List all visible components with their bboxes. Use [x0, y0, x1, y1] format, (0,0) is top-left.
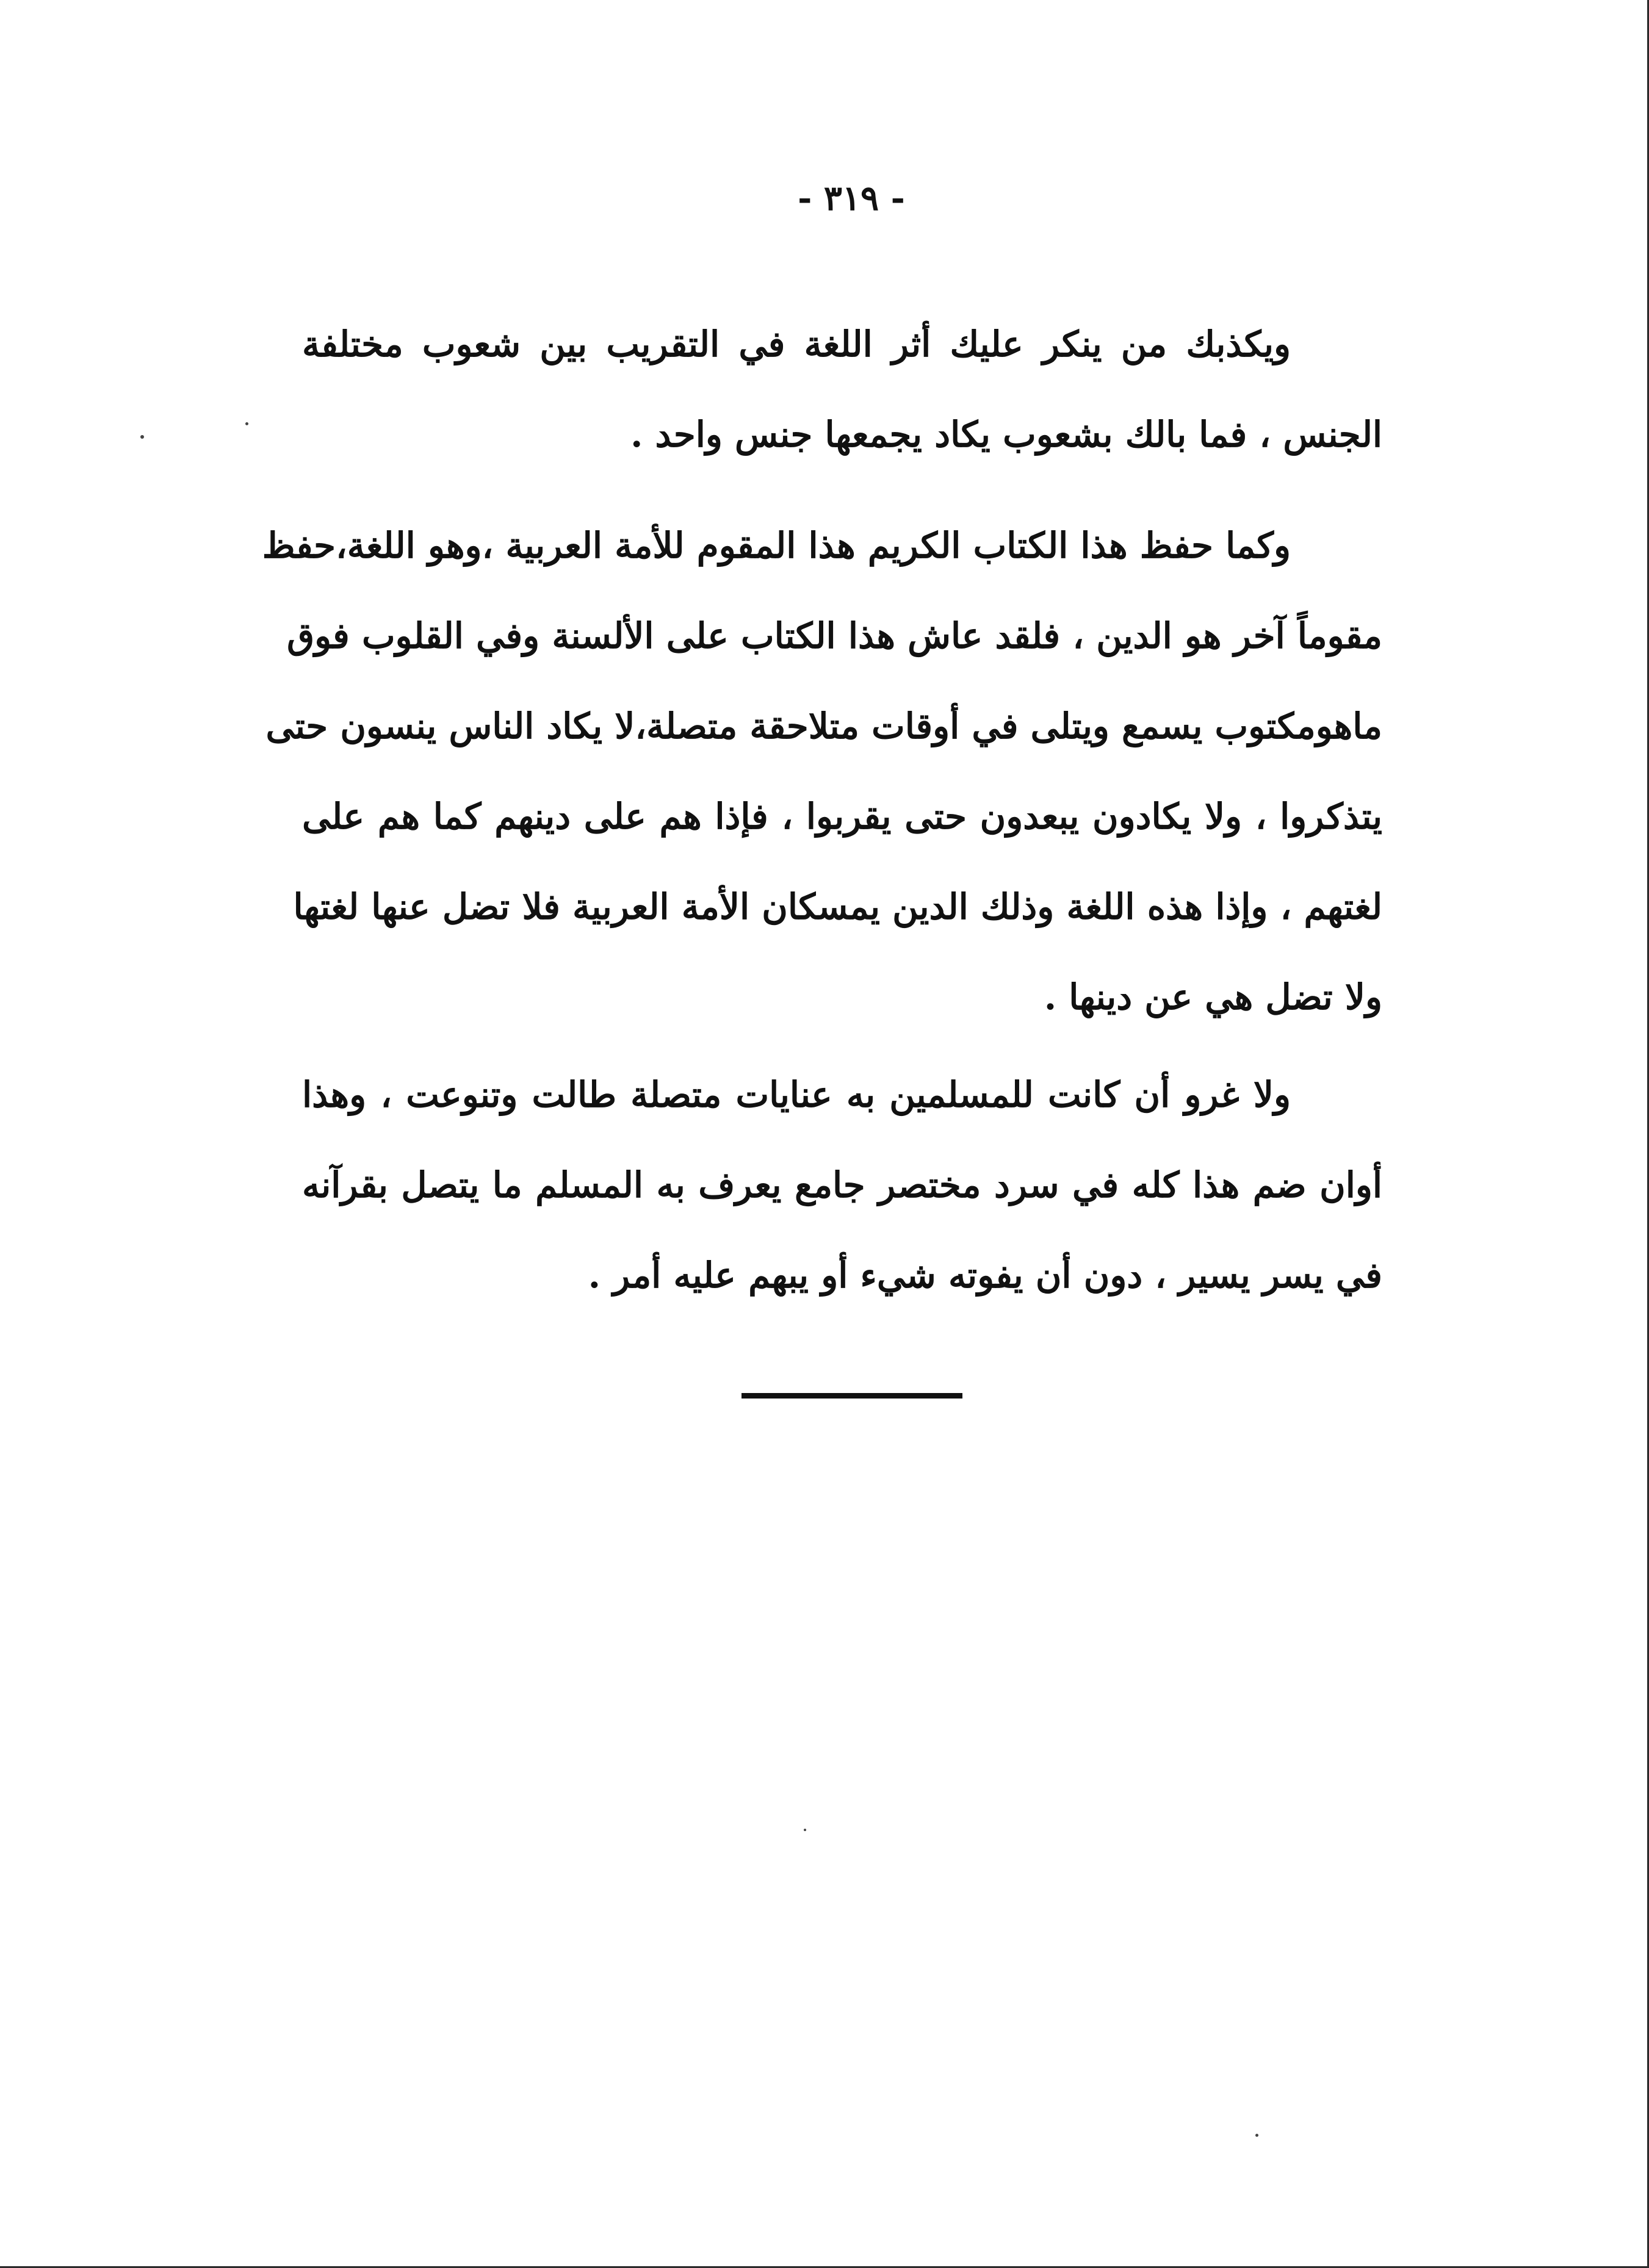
paragraph-line: مقوماً آخر هو الدين ، فلقد عاش هذا الكتاب على الألسنة وفي القلوب فوق: [287, 615, 1382, 657]
scan-speck: [140, 435, 144, 439]
paragraph-line: وكما حفظ هذا الكتاب الكريم هذا المقوم للأمة العربية ،وهو اللغة،حفظ: [262, 525, 1291, 566]
paragraph-line: أوان ضم هذا كله في سرد مختصر جامع يعرف به المسلم ما يتصل بقرآنه: [302, 1164, 1382, 1206]
paragraph-1: [302, 299, 1382, 480]
paragraph-line: ولا غرو أن كانت للمسلمين به عنايات متصلة طالت وتنوعت ، وهذا: [302, 1074, 1291, 1115]
paragraph-line: في يسر يسير ، دون أن يفوته شيء أو يبهم عليه أمر .: [588, 1255, 1382, 1296]
scan-speck: [1255, 2134, 1258, 2137]
paragraph-line: لغتهم ، وإذا هذه اللغة وذلك الدين يمسكان الأمة العربية فلا تضل عنها لغتها: [293, 886, 1382, 927]
paragraph-line: الجنس ، فما بالك بشعوب يكاد يجمعها جنس واحد .: [630, 414, 1382, 455]
scan-speck: [804, 1829, 806, 1831]
paragraph-line: ولا تضل هي عن دينها .: [1044, 976, 1382, 1018]
paragraph-3: [302, 1049, 1382, 1320]
page-number: - ٣١٩ -: [798, 178, 905, 218]
scan-speck: [245, 422, 248, 425]
paragraph-line: ماهومكتوب يسمع ويتلى في أوقات متلاحقة متصلة،لا يكاد الناس ينسون حتى: [265, 705, 1382, 747]
paragraph-2: [262, 500, 1382, 1042]
paragraph-line: ويكذبك من ينكر عليك أثر اللغة في التقريب بين شعوب مختلفة: [302, 323, 1291, 365]
paragraph-line: يتذكروا ، ولا يكادون يبعدون حتى يقربوا ، فإذا هم على دينهم كما هم على: [302, 796, 1382, 837]
section-end-rule: [742, 1393, 962, 1399]
